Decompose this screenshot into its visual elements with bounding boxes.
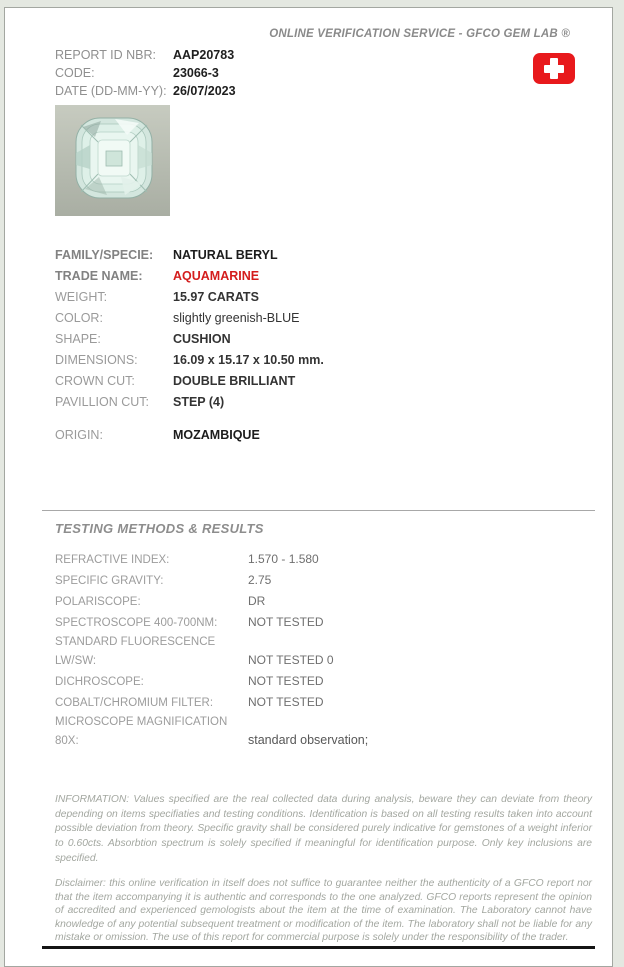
color-label: COLOR:	[55, 311, 103, 325]
gemstone-photo	[55, 105, 170, 216]
polariscope-row	[55, 591, 368, 612]
specific-gravity-value: 2.75	[248, 573, 272, 587]
dimensions-row	[55, 350, 324, 371]
certificate-card	[4, 7, 613, 967]
origin-value: MOZAMBIQUE	[173, 428, 260, 442]
cobalt-filter-value: NOT TESTED	[248, 695, 324, 709]
crown-cut-value: DOUBLE BRILLIANT	[173, 374, 296, 388]
weight-value: 15.97 CARATS	[173, 290, 259, 304]
specific-gravity-row	[55, 570, 368, 591]
origin-row	[55, 425, 260, 446]
family-value: NATURAL BERYL	[173, 248, 278, 262]
testing-section-title: TESTING METHODS & RESULTS	[55, 521, 264, 536]
spectroscope-value: NOT TESTED	[248, 615, 324, 629]
service-title: ONLINE VERIFICATION SERVICE - GFCO GEM LAB ®	[269, 28, 570, 40]
shape-value: CUSHION	[173, 332, 231, 346]
spectroscope-label: SPECTROSCOPE 400-700NM:	[55, 617, 218, 629]
shape-label: SHAPE:	[55, 332, 101, 346]
trade-name-label: TRADE NAME:	[55, 269, 143, 283]
color-value: slightly greenish-BLUE	[173, 311, 300, 325]
swiss-cross-horizontal	[544, 65, 564, 73]
trade-name-value: AQUAMARINE	[173, 269, 260, 283]
microscope-row	[55, 713, 368, 751]
dimensions-label: DIMENSIONS:	[55, 353, 138, 367]
crown-cut-label: CROWN CUT:	[55, 374, 135, 388]
section-divider	[42, 510, 595, 511]
specific-gravity-label: SPECIFIC GRAVITY:	[55, 575, 164, 587]
fluorescence-value: NOT TESTED 0	[248, 653, 334, 667]
disclaimer-paragraph: Disclaimer: this online verification in itself does not suffice to guarantee neither the authenticity of a GFCO report nor that the item accompanying it is authentic and corresponds to the one analyzed. GFCO reports represent the opinion of accredited and experienced gemologists about the item at the time of examination. The Laboratory cannot have knowledge of any potential subsequent treatment or modification of the item. The laboratory shall not be liable for any mistake or omission. The use of this report for commercial purpose is solely under the responsibility of the trader.	[55, 878, 592, 944]
spectroscope-row	[55, 612, 368, 633]
weight-label: WEIGHT:	[55, 290, 108, 304]
polariscope-value: DR	[248, 594, 266, 608]
report-id-row	[55, 46, 236, 64]
shape-row	[55, 329, 324, 350]
family-row	[55, 245, 324, 266]
microscope-label: MICROSCOPE MAGNIFICATION 80X:	[55, 716, 228, 747]
pavillion-cut-label: PAVILLION CUT:	[55, 395, 150, 409]
cobalt-filter-row	[55, 692, 368, 713]
date-value: 26/07/2023	[173, 84, 236, 98]
dichroscope-row	[55, 671, 368, 692]
color-row	[55, 308, 324, 329]
report-id-label: REPORT ID NBR:	[55, 48, 156, 62]
refractive-index-value: 1.570 - 1.580	[248, 552, 319, 566]
dichroscope-label: DICHROSCOPE:	[55, 676, 144, 688]
report-id-value: AAP20783	[173, 48, 235, 62]
date-label: DATE (DD-MM-YY):	[55, 84, 167, 98]
crown-cut-row	[55, 371, 324, 392]
report-id-block	[55, 46, 236, 100]
cobalt-filter-label: COBALT/CHROMIUM FILTER:	[55, 697, 214, 709]
code-value: 23066-3	[173, 66, 219, 80]
date-row	[55, 82, 236, 100]
family-label: FAMILY/SPECIE:	[55, 248, 154, 262]
refractive-index-row	[55, 549, 368, 570]
gemstone-illustration	[55, 105, 170, 216]
testing-results-block	[55, 549, 368, 751]
code-label: CODE:	[55, 66, 95, 80]
information-paragraph: INFORMATION: Values specified are the real collected data during analysis, beware they can deviate from theory depending on items specifiaties and testing conditions. Identification is based on all testing results taken into account possible deviation from theory. Specific gravity shall be considered purely indicative for gemstones of a weight inferior to 0.60cts. Absorbtion spectrum is solely specified if meaningful for identification purpose. Only key inclusions are specified.	[55, 794, 592, 864]
weight-row	[55, 287, 324, 308]
microscope-value: standard observation;	[248, 733, 369, 747]
pavillion-cut-row	[55, 392, 324, 413]
polariscope-label: POLARISCOPE:	[55, 596, 141, 608]
swiss-flag-icon	[533, 53, 575, 84]
fluorescence-row	[55, 633, 368, 671]
refractive-index-label: REFRACTIVE INDEX:	[55, 554, 170, 566]
pavillion-cut-value: STEP (4)	[173, 395, 225, 409]
footer-rule	[42, 946, 595, 949]
fluorescence-label: STANDARD FLUORESCENCE LW/SW:	[55, 636, 216, 667]
origin-label: ORIGIN:	[55, 428, 103, 442]
dichroscope-value: NOT TESTED	[248, 674, 324, 688]
trade-name-row	[55, 266, 324, 287]
code-row	[55, 64, 236, 82]
identification-block	[55, 245, 324, 413]
dimensions-value: 16.09 x 15.17 x 10.50 mm.	[173, 353, 324, 367]
